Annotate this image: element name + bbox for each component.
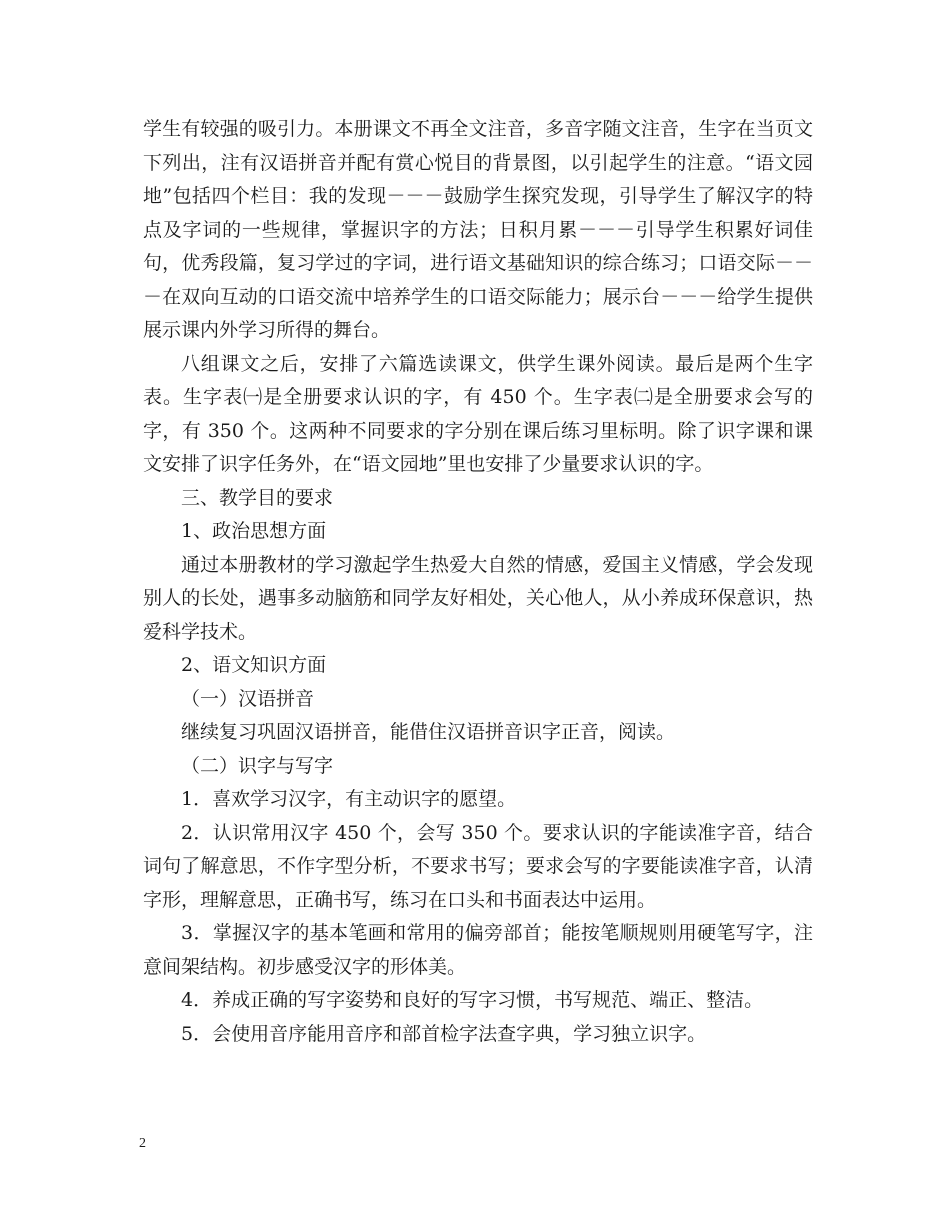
heading-political-ideology: 1、政治思想方面	[181, 520, 327, 542]
list-item-4: 4．养成正确的写字姿势和良好的写字习惯，书写规范、端正、整洁。	[181, 989, 764, 1011]
paragraph-shengzi-biao: 八组课文之后，安排了六篇选读课文，供学生课外阅读。最后是两个生字表。生字表㈠是全册要求认识的字，有 450 个。生字表㈡是全册要求会写的字，有 350 个。这两种不同要求的字分别在课后练习里标明。除了识字课和课文安排了识字任务外，在“语文园地”里也安排了少量要求认识的字。	[143, 352, 813, 475]
paragraph-political-ideology: 通过本册教材的学习激起学生热爱大自然的情感，爱国主义情感，学会发现别人的长处，遇事多动脑筋和同学友好相处，关心他人，从小养成环保意识，热爱科学技术。	[143, 553, 813, 643]
heading-teaching-goals: 三、教学目的要求	[181, 486, 334, 509]
page-number: 2	[139, 1136, 146, 1151]
subheading-literacy-writing: （二）识字与写字	[181, 754, 334, 777]
document-page	[143, 113, 813, 1051]
subheading-pinyin: （一）汉语拼音	[181, 687, 315, 710]
list-item-5: 5．会使用音序能用音序和部首检字法查字典，学习独立识字。	[181, 1022, 707, 1045]
paragraph-yuwen-yuandi: 学生有较强的吸引力。本册课文不再全文注音，多音字随文注音，生字在当页文下列出，注有汉语拼音并配有赏心悦目的背景图，以引起学生的注意。“语文园地”包括四个栏目：我的发现－－－鼓励学生探究发现，引导学生了解汉字的特点及字词的一些规律，掌握识字的方法；日积月累－－－引导学生积累好词佳句，优秀段篇，复习学过的字词，进行语文基础知识的综合练习；口语交际－－－在双向互动的口语交流中培养学生的口语交际能力；展示台－－－给学生提供展示课内外学习所得的舞台。	[143, 118, 813, 341]
heading-language-knowledge: 2、语文知识方面	[181, 654, 327, 676]
list-item-2: 2．认识常用汉字 450 个，会写 350 个。要求认识的字能读准字音，结合词句了解意思，不作字型分析，不要求书写；要求会写的字要能读准字音，认清字形，理解意思，正确书写，练习在口头和书面表达中运用。	[143, 821, 813, 911]
list-item-3: 3．掌握汉字的基本笔画和常用的偏旁部首；能按笔顺规则用硬笔写字，注意间架结构。初步感受汉字的形体美。	[143, 922, 813, 978]
list-item-1: 1．喜欢学习汉字，有主动识字的愿望。	[181, 788, 517, 810]
paragraph-pinyin: 继续复习巩固汉语拼音，能借住汉语拼音识字正音，阅读。	[181, 721, 676, 743]
